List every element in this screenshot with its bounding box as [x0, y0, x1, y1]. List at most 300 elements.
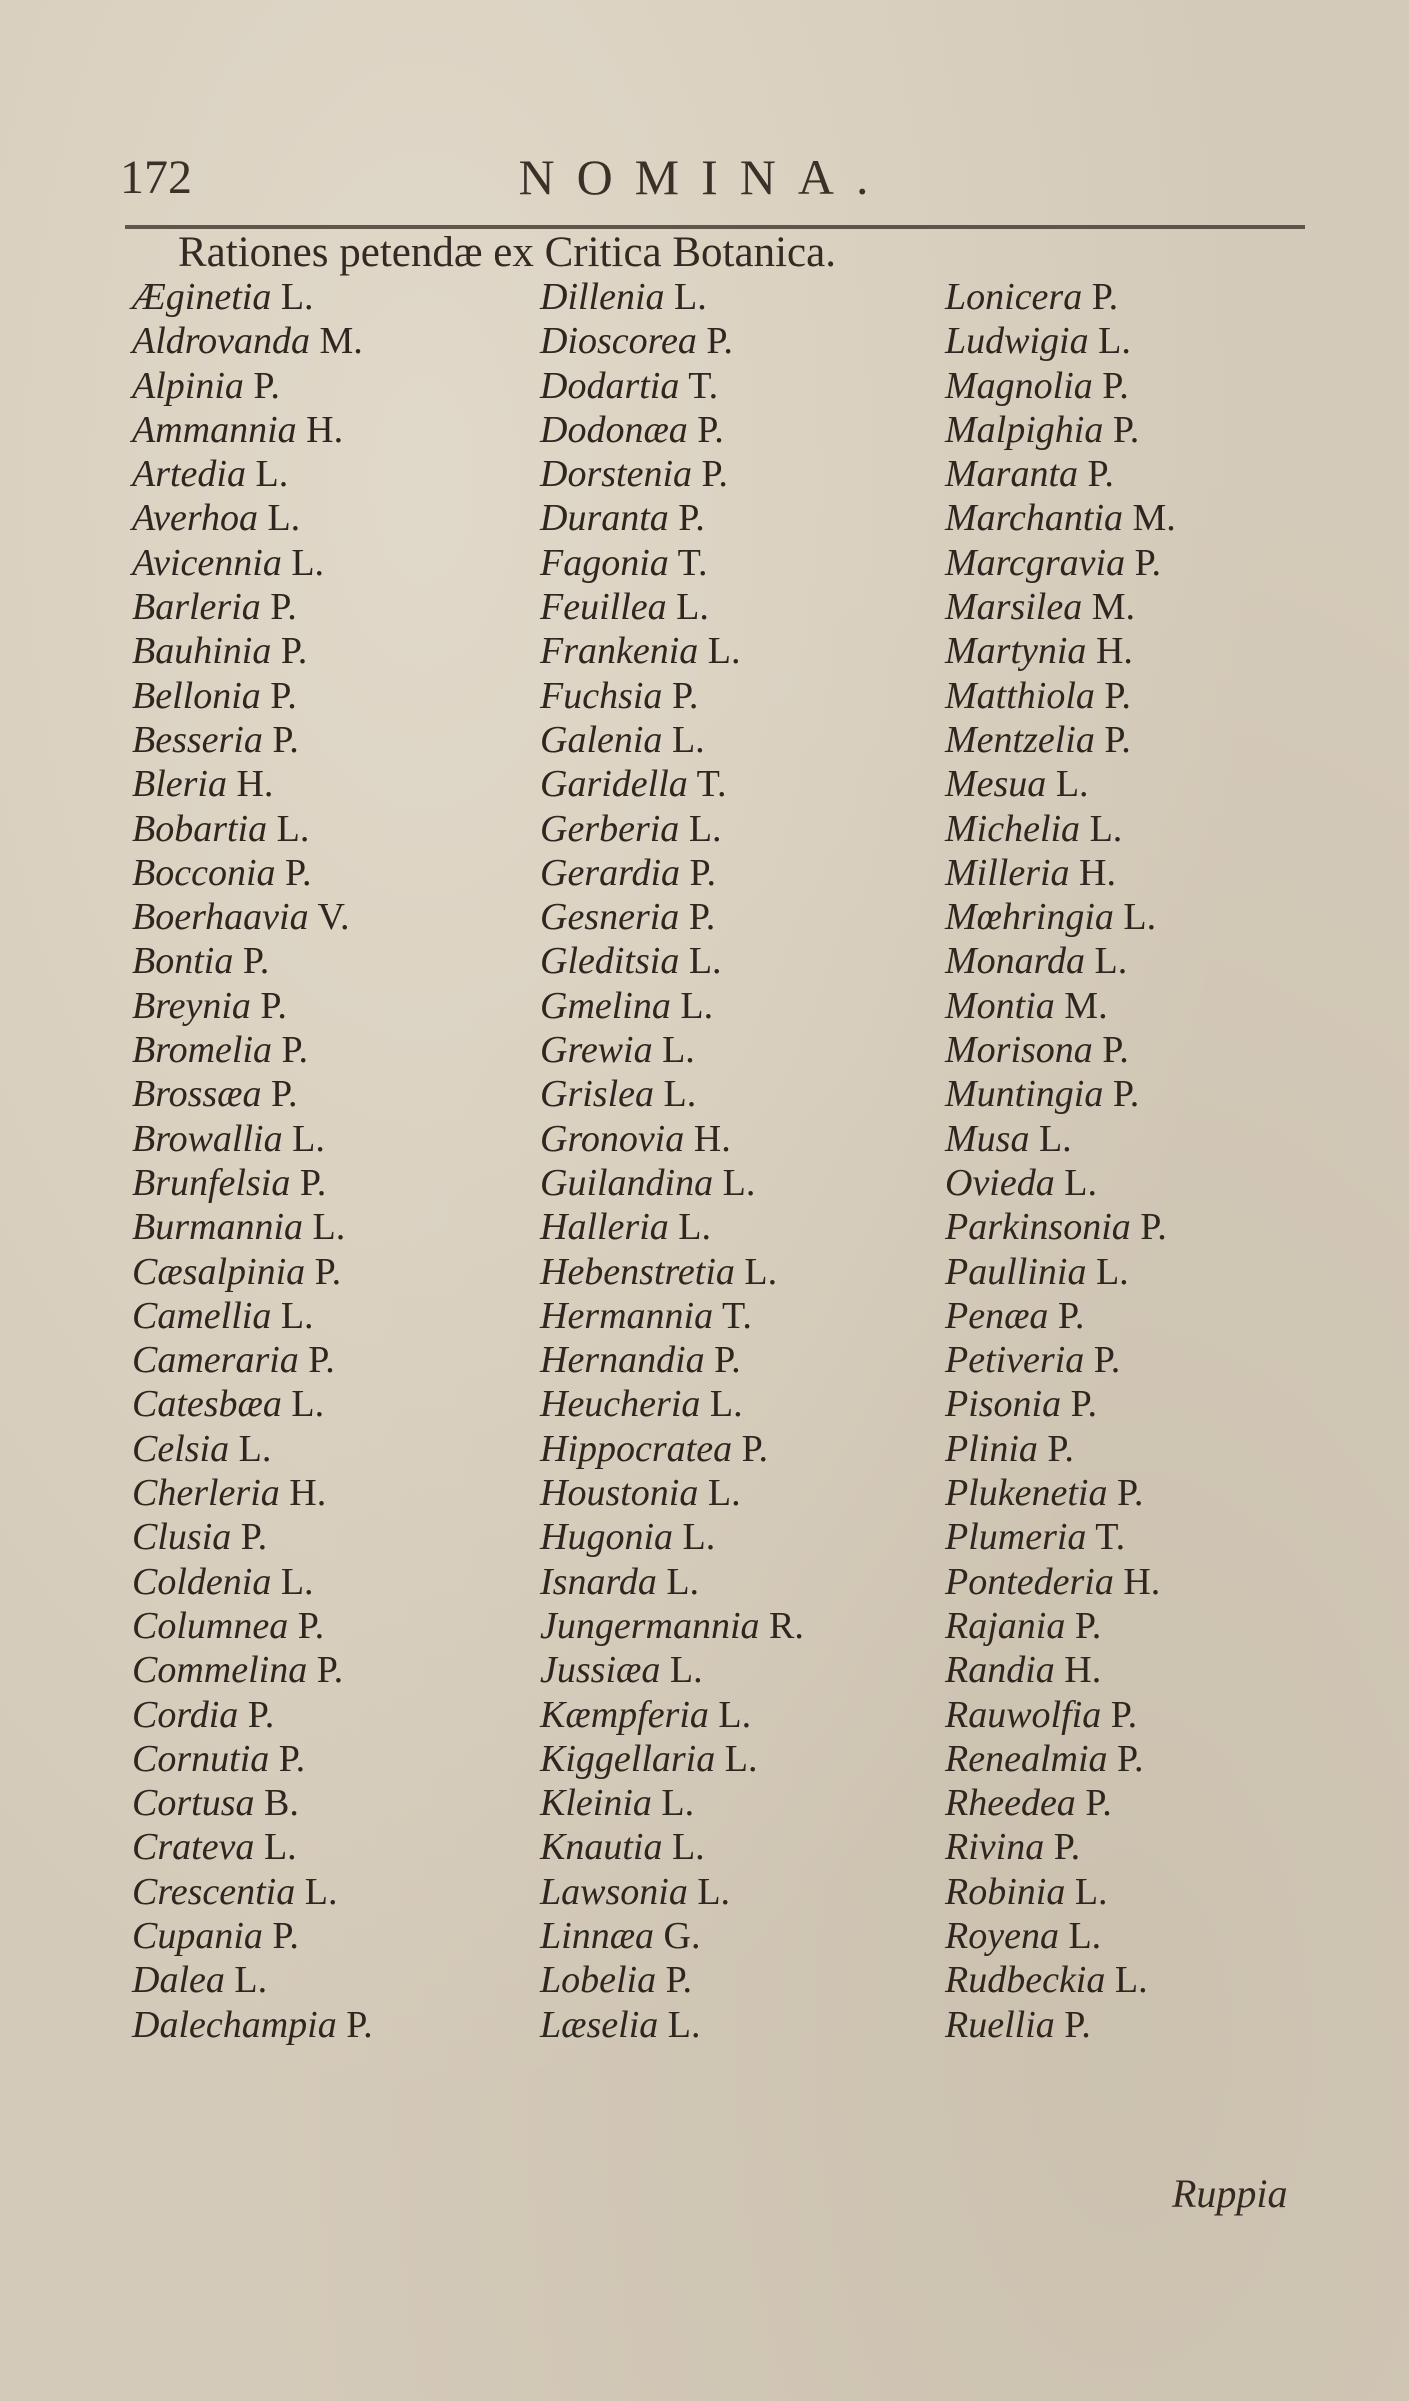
- authority-abbrev: B.: [263, 1782, 299, 1825]
- genus-name: Columnea: [132, 1604, 289, 1647]
- genus-entry: [945, 851, 1176, 895]
- authority-abbrev: M.: [319, 320, 363, 363]
- authority-abbrev: P.: [253, 364, 280, 407]
- genus-name: Heucheria: [540, 1383, 701, 1426]
- genus-name: Cordia: [132, 1693, 239, 1736]
- genus-name: Paullinia: [945, 1250, 1087, 1293]
- genus-entry: [132, 541, 373, 585]
- section-heading: Rationes petendæ ex Critica Botanica.: [178, 229, 836, 276]
- authority-abbrev: R.: [769, 1604, 804, 1647]
- authority-abbrev: P.: [706, 320, 733, 363]
- genus-entry: [540, 275, 804, 319]
- authority-abbrev: L.: [1123, 896, 1157, 939]
- genus-entry: [540, 1958, 804, 2002]
- page-number: 172: [120, 151, 192, 204]
- authority-abbrev: P.: [346, 2003, 373, 2046]
- genus-entry: [945, 541, 1176, 585]
- authority-abbrev: P.: [1117, 1737, 1144, 1780]
- genus-entry: [945, 762, 1176, 806]
- genus-entry: [132, 1604, 373, 1648]
- authority-abbrev: P.: [1112, 408, 1140, 451]
- genus-name: Commelina: [132, 1649, 308, 1692]
- genus-entry: [540, 1737, 804, 1781]
- genus-name: Halleria: [540, 1206, 669, 1249]
- genus-name: Marcgravia: [945, 541, 1126, 584]
- authority-abbrev: T.: [688, 364, 719, 407]
- authority-abbrev: P.: [280, 630, 308, 673]
- genus-name: Rauwolfia: [945, 1693, 1102, 1736]
- genus-entry: [540, 629, 804, 673]
- genus-entry: [132, 674, 373, 718]
- authority-abbrev: L.: [280, 276, 314, 318]
- genus-entry: [540, 1382, 804, 1426]
- genus-entry: [540, 319, 804, 363]
- authority-abbrev: P.: [714, 1339, 741, 1382]
- genus-entry: [540, 1072, 804, 1116]
- genus-entry: [540, 1560, 804, 1604]
- genus-entry: [132, 1914, 373, 1958]
- genus-name: Bellonia: [132, 674, 261, 717]
- genus-entry: [945, 1560, 1176, 1604]
- genus-column-3: [945, 275, 1176, 2047]
- authority-abbrev: P.: [1070, 1383, 1098, 1426]
- authority-abbrev: L.: [304, 1870, 338, 1913]
- genus-entry: [540, 1250, 804, 1294]
- genus-name: Camellia: [132, 1294, 272, 1337]
- genus-name: Pisonia: [945, 1383, 1062, 1426]
- genus-name: Guilandina: [540, 1161, 714, 1204]
- genus-name: Cæsalpinia: [132, 1250, 306, 1293]
- authority-abbrev: P.: [272, 718, 299, 761]
- authority-abbrev: P.: [1140, 1206, 1167, 1249]
- authority-abbrev: T.: [696, 763, 727, 806]
- authority-abbrev: P.: [689, 851, 716, 894]
- genus-entry: [540, 1471, 804, 1515]
- genus-entry: [540, 939, 804, 983]
- genus-name: Læselia: [540, 2003, 659, 2046]
- genus-entry: [945, 718, 1176, 762]
- genus-name: Breynia: [132, 984, 251, 1027]
- genus-name: Penæa: [945, 1294, 1049, 1337]
- authority-abbrev: L.: [688, 940, 722, 983]
- genus-entry: [945, 1693, 1176, 1737]
- genus-entry: [945, 585, 1176, 629]
- authority-abbrev: P.: [688, 896, 716, 939]
- genus-name: Parkinsonia: [945, 1206, 1131, 1249]
- genus-name: Barleria: [132, 586, 261, 629]
- authority-abbrev: P.: [297, 1604, 325, 1647]
- authority-abbrev: P.: [1104, 674, 1131, 717]
- genus-entry: [540, 1161, 804, 1205]
- genus-entry: [945, 1117, 1176, 1161]
- authority-abbrev: L.: [263, 1826, 297, 1869]
- genus-name: Bobartia: [132, 807, 268, 850]
- authority-abbrev: L.: [680, 984, 714, 1027]
- genus-entry: [540, 674, 804, 718]
- authority-abbrev: P.: [697, 408, 724, 451]
- genus-entry: [945, 1205, 1176, 1249]
- genus-entry: [132, 1560, 373, 1604]
- authority-abbrev: L.: [280, 1294, 314, 1337]
- genus-entry: [132, 895, 373, 939]
- genus-entry: [132, 629, 373, 673]
- genus-name: Pontederia: [945, 1560, 1114, 1603]
- genus-name: Petiveria: [945, 1339, 1085, 1382]
- genus-entry: [132, 807, 373, 851]
- authority-abbrev: L.: [669, 1649, 703, 1692]
- authority-abbrev: H.: [306, 408, 344, 451]
- authority-abbrev: L.: [671, 718, 705, 761]
- genus-entry: [945, 984, 1176, 1028]
- genus-name: Bauhinia: [132, 630, 272, 673]
- genus-name: Kiggellaria: [540, 1737, 716, 1780]
- genus-name: Dorstenia: [540, 453, 692, 496]
- genus-name: Marsilea: [945, 586, 1083, 629]
- genus-entry: [132, 1737, 373, 1781]
- authority-abbrev: L.: [662, 1029, 695, 1072]
- genus-name: Duranta: [540, 497, 669, 540]
- authority-abbrev: P.: [271, 1073, 298, 1116]
- genus-name: Dioscorea: [540, 320, 697, 363]
- genus-entry: [540, 1338, 804, 1382]
- genus-name: Magnolia: [945, 364, 1093, 407]
- genus-entry: [945, 1471, 1176, 1515]
- authority-abbrev: L.: [280, 1560, 314, 1603]
- authority-abbrev: P.: [314, 1250, 342, 1293]
- genus-entry: [945, 1427, 1176, 1471]
- genus-name: Celsia: [132, 1427, 230, 1470]
- authority-abbrev: M.: [1064, 984, 1108, 1027]
- authority-abbrev: L.: [1114, 1959, 1148, 2002]
- genus-entry: [945, 452, 1176, 496]
- authority-abbrev: P.: [316, 1649, 344, 1692]
- genus-entry: [945, 629, 1176, 673]
- genus-name: Cherleria: [132, 1472, 280, 1515]
- genus-name: Cameraria: [132, 1339, 299, 1382]
- genus-name: Gesneria: [540, 896, 680, 939]
- genus-name: Catesbæa: [132, 1383, 282, 1426]
- genus-name: Martynia: [945, 630, 1087, 673]
- genus-entry: [132, 1205, 373, 1249]
- genus-name: Grislea: [540, 1073, 654, 1116]
- genus-name: Fagonia: [540, 541, 669, 584]
- authority-abbrev: P.: [678, 497, 705, 540]
- genus-name: Lobelia: [540, 1959, 657, 2002]
- genus-entry: [132, 1117, 373, 1161]
- authority-abbrev: P.: [308, 1339, 335, 1382]
- genus-name: Renealmia: [945, 1737, 1108, 1780]
- authority-abbrev: L.: [291, 1383, 325, 1426]
- genus-name: Plukenetia: [945, 1472, 1108, 1515]
- genus-entry: [540, 1648, 804, 1692]
- genus-name: Cortusa: [132, 1782, 255, 1825]
- genus-name: Avicennia: [132, 541, 282, 584]
- genus-entry: [132, 762, 373, 806]
- genus-name: Knautia: [540, 1826, 663, 1869]
- genus-name: Bromelia: [132, 1029, 273, 1072]
- genus-entry: [132, 1825, 373, 1869]
- genus-entry: [132, 718, 373, 762]
- genus-entry: [132, 2003, 373, 2047]
- genus-name: Royena: [945, 1914, 1059, 1957]
- authority-abbrev: T.: [677, 541, 708, 584]
- genus-entry: [945, 275, 1176, 319]
- authority-abbrev: V.: [317, 896, 350, 939]
- genus-entry: [540, 585, 804, 629]
- authority-abbrev: P.: [1057, 1294, 1085, 1337]
- genus-name: Musa: [945, 1117, 1030, 1160]
- authority-abbrev: T.: [721, 1294, 752, 1337]
- genus-entry: [540, 1825, 804, 1869]
- genus-name: Montia: [945, 984, 1055, 1027]
- genus-entry: [132, 1382, 373, 1426]
- genus-name: Michelia: [945, 807, 1081, 850]
- genus-name: Linnæa: [540, 1914, 655, 1957]
- authority-abbrev: P.: [1087, 453, 1114, 496]
- genus-name: Hernandia: [540, 1339, 705, 1382]
- genus-name: Æginetia: [132, 276, 272, 318]
- authority-abbrev: L.: [707, 630, 741, 673]
- authority-abbrev: L.: [697, 1870, 731, 1913]
- genus-name: Rudbeckia: [945, 1959, 1106, 2002]
- authority-abbrev: L.: [724, 1737, 758, 1780]
- authority-abbrev: L.: [744, 1250, 778, 1293]
- genus-name: Kæmpferia: [540, 1693, 709, 1736]
- authority-abbrev: L.: [666, 1560, 700, 1603]
- genus-entry: [945, 807, 1176, 851]
- genus-name: Matthiola: [945, 674, 1095, 717]
- genus-name: Hippocratea: [540, 1427, 733, 1470]
- genus-name: Mœhringia: [945, 896, 1114, 939]
- genus-name: Ruellia: [945, 2003, 1055, 2046]
- genus-name: Malpighia: [945, 408, 1104, 451]
- genus-name: Rivina: [945, 1826, 1045, 1869]
- authority-abbrev: L.: [234, 1959, 268, 2002]
- authority-abbrev: L.: [1064, 1161, 1097, 1204]
- genus-entry: [132, 364, 373, 408]
- genus-name: Gerardia: [540, 851, 681, 894]
- genus-name: Gmelina: [540, 984, 671, 1027]
- genus-entry: [540, 895, 804, 939]
- authority-abbrev: P.: [281, 1029, 308, 1072]
- genus-name: Dalea: [132, 1959, 225, 2002]
- genus-name: Ovieda: [945, 1161, 1055, 1204]
- genus-entry: [132, 1161, 373, 1205]
- genus-name: Isnarda: [540, 1560, 657, 1603]
- genus-name: Dillenia: [540, 276, 665, 318]
- genus-name: Lawsonia: [540, 1870, 688, 1913]
- genus-name: Morisona: [945, 1029, 1093, 1072]
- authority-abbrev: L.: [707, 1472, 741, 1515]
- authority-abbrev: P.: [260, 984, 287, 1027]
- genus-name: Milleria: [945, 851, 1070, 894]
- authority-abbrev: T.: [1095, 1516, 1126, 1559]
- genus-entry: [945, 1028, 1176, 1072]
- genus-name: Grewia: [540, 1029, 653, 1072]
- authority-abbrev: M.: [1091, 586, 1136, 629]
- genus-entry: [132, 1250, 373, 1294]
- genus-name: Alpinia: [132, 364, 244, 407]
- genus-entry: [540, 496, 804, 540]
- genus-entry: [540, 1604, 804, 1648]
- genus-entry: [945, 2003, 1176, 2047]
- authority-abbrev: L.: [661, 1782, 695, 1825]
- authority-abbrev: L.: [276, 807, 310, 850]
- genus-name: Cornutia: [132, 1737, 270, 1780]
- genus-entry: [132, 851, 373, 895]
- authority-abbrev: P.: [285, 851, 312, 894]
- authority-abbrev: H.: [1095, 630, 1133, 673]
- genus-entry: [540, 1781, 804, 1825]
- genus-entry: [132, 1515, 373, 1559]
- genus-entry: [540, 1294, 804, 1338]
- authority-abbrev: P.: [1102, 364, 1129, 407]
- genus-name: Bontia: [132, 940, 234, 983]
- authority-abbrev: L.: [1055, 763, 1089, 806]
- genus-entry: [945, 895, 1176, 939]
- genus-entry: [945, 1914, 1176, 1958]
- genus-name: Mentzelia: [945, 718, 1095, 761]
- authority-abbrev: P.: [1053, 1826, 1081, 1869]
- running-head: NOMINA.: [518, 149, 891, 205]
- genus-name: Averhoa: [132, 497, 258, 540]
- genus-name: Brossæa: [132, 1073, 262, 1116]
- genus-name: Burmannia: [132, 1206, 303, 1249]
- authority-abbrev: L.: [255, 453, 289, 496]
- genus-entry: [132, 585, 373, 629]
- genus-entry: [945, 408, 1176, 452]
- authority-abbrev: P.: [1064, 2003, 1091, 2046]
- authority-abbrev: L.: [292, 1117, 325, 1160]
- genus-name: Crescentia: [132, 1870, 296, 1913]
- genus-name: Crateva: [132, 1826, 255, 1869]
- genus-name: Brunfelsia: [132, 1161, 291, 1204]
- authority-abbrev: H.: [1079, 851, 1116, 894]
- genus-name: Plumeria: [945, 1516, 1087, 1559]
- genus-entry: [540, 2003, 804, 2047]
- genus-entry: [945, 1737, 1176, 1781]
- authority-abbrev: P.: [240, 1516, 268, 1559]
- genus-entry: [945, 1250, 1176, 1294]
- authority-abbrev: P.: [701, 453, 728, 496]
- genus-name: Jussiæa: [540, 1649, 661, 1692]
- genus-entry: [132, 1294, 373, 1338]
- genus-name: Muntingia: [945, 1073, 1104, 1116]
- authority-abbrev: L.: [267, 497, 301, 540]
- authority-abbrev: L.: [238, 1427, 272, 1470]
- authority-abbrev: P.: [1093, 1339, 1121, 1382]
- genus-name: Feuillea: [540, 586, 667, 629]
- authority-abbrev: L.: [674, 276, 707, 318]
- authority-abbrev: P.: [272, 1914, 299, 1957]
- genus-entry: [945, 1382, 1176, 1426]
- authority-abbrev: P.: [1091, 276, 1119, 318]
- genus-name: Galenia: [540, 718, 663, 761]
- authority-abbrev: H.: [693, 1117, 731, 1160]
- genus-name: Coldenia: [132, 1560, 272, 1603]
- genus-name: Jungermannia: [540, 1604, 760, 1647]
- genus-name: Hermannia: [540, 1294, 714, 1337]
- authority-abbrev: H.: [1123, 1560, 1161, 1603]
- genus-entry: [945, 674, 1176, 718]
- genus-name: Dodonæa: [540, 408, 688, 451]
- genus-name: Monarda: [945, 940, 1086, 983]
- authority-abbrev: P.: [741, 1427, 768, 1470]
- authority-abbrev: P.: [1074, 1604, 1102, 1647]
- genus-entry: [945, 1338, 1176, 1382]
- authority-abbrev: P.: [1112, 1073, 1140, 1116]
- authority-abbrev: L.: [1098, 320, 1131, 363]
- genus-entry: [132, 1693, 373, 1737]
- genus-entry: [540, 807, 804, 851]
- authority-abbrev: L.: [1095, 1250, 1129, 1293]
- genus-entry: [945, 1515, 1176, 1559]
- authority-abbrev: L.: [291, 541, 325, 584]
- genus-entry: [945, 1648, 1176, 1692]
- genus-entry: [540, 1914, 804, 1958]
- genus-name: Marchantia: [945, 497, 1124, 540]
- authority-abbrev: P.: [1116, 1472, 1144, 1515]
- genus-name: Robinia: [945, 1870, 1066, 1913]
- genus-name: Bleria: [132, 763, 227, 806]
- genus-entry: [132, 1958, 373, 2002]
- genus-column-2: [540, 275, 804, 2047]
- genus-entry: [132, 1781, 373, 1825]
- authority-abbrev: P.: [270, 586, 297, 629]
- authority-abbrev: L.: [709, 1383, 743, 1426]
- genus-name: Dodartia: [540, 364, 680, 407]
- genus-entry: [540, 1427, 804, 1471]
- genus-name: Fuchsia: [540, 674, 663, 717]
- authority-abbrev: L.: [1089, 807, 1123, 850]
- authority-abbrev: H.: [289, 1472, 327, 1515]
- authority-abbrev: L.: [312, 1206, 346, 1249]
- genus-entry: [945, 1072, 1176, 1116]
- genus-entry: [540, 718, 804, 762]
- genus-entry: [540, 541, 804, 585]
- authority-abbrev: M.: [1132, 497, 1176, 540]
- authority-abbrev: L.: [682, 1516, 716, 1559]
- genus-name: Aldrovanda: [132, 320, 311, 363]
- authority-abbrev: P.: [247, 1693, 275, 1736]
- genus-name: Mesua: [945, 763, 1047, 806]
- genus-entry: [945, 1294, 1176, 1338]
- authority-abbrev: L.: [671, 1826, 705, 1869]
- genus-entry: [540, 1870, 804, 1914]
- genus-name: Dalechampia: [132, 2003, 337, 2046]
- genus-name: Kleinia: [540, 1782, 652, 1825]
- genus-entry: [132, 319, 373, 363]
- genus-entry: [540, 364, 804, 408]
- genus-name: Bocconia: [132, 851, 276, 894]
- authority-abbrev: P.: [665, 1959, 693, 2002]
- authority-abbrev: L.: [1038, 1117, 1072, 1160]
- genus-entry: [945, 1781, 1176, 1825]
- genus-entry: [132, 408, 373, 452]
- genus-name: Artedia: [132, 453, 246, 496]
- genus-name: Rheedea: [945, 1782, 1076, 1825]
- genus-entry: [540, 851, 804, 895]
- genus-entry: [132, 1072, 373, 1116]
- genus-entry: [540, 762, 804, 806]
- genus-entry: [132, 1427, 373, 1471]
- genus-entry: [945, 364, 1176, 408]
- genus-name: Randia: [945, 1649, 1055, 1692]
- genus-entry: [540, 1693, 804, 1737]
- genus-entry: [540, 1515, 804, 1559]
- genus-name: Clusia: [132, 1516, 232, 1559]
- authority-abbrev: H.: [1064, 1649, 1102, 1692]
